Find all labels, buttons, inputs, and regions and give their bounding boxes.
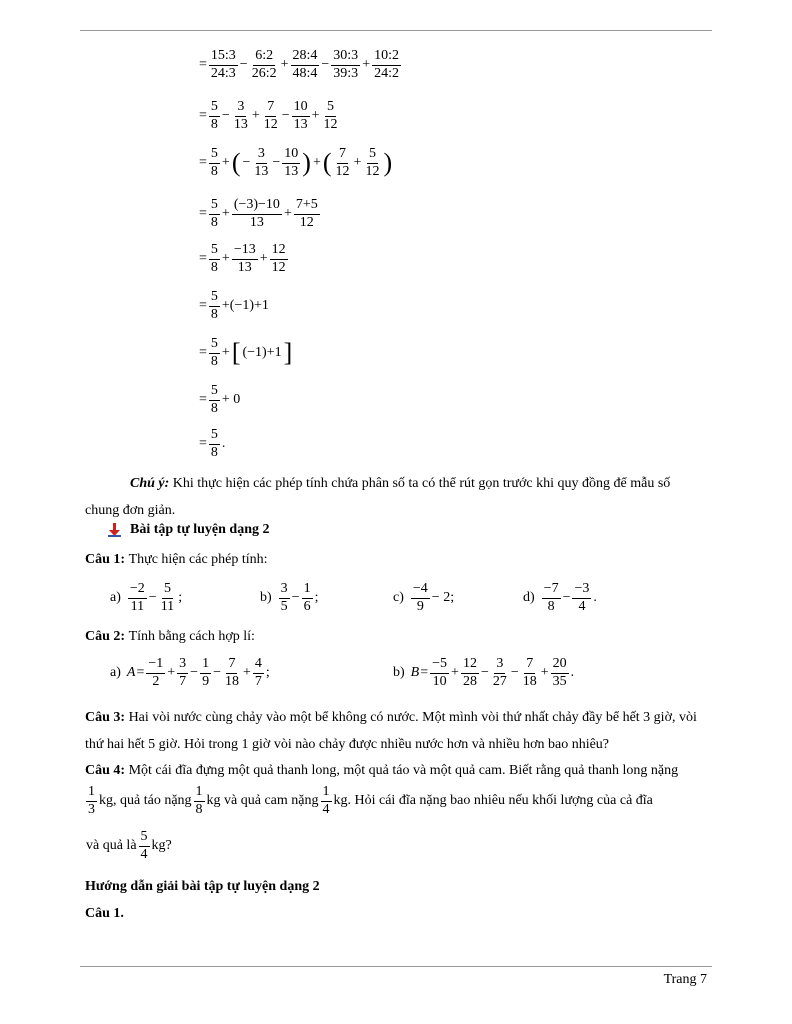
denominator: 6 (303, 598, 311, 614)
q3-text: Hai vòi nước cùng chảy vào một bể không có nước. Một mình vòi thứ nhất chảy đầy bể hết 3 giờ, vòi thứ hai hết 5 giờ. Hỏi trong 1 giờ vòi nào chảy được nhiều nước hơn và nhiều hơn bao nhiêu? (85, 710, 697, 752)
operator: − (221, 108, 230, 124)
numerator: 1 (200, 657, 211, 674)
part-label: a) (110, 590, 121, 606)
denominator: 8 (210, 116, 218, 132)
numerator: 5 (325, 100, 336, 117)
fraction (139, 830, 150, 862)
step-line (198, 290, 270, 322)
step-line (198, 100, 341, 132)
equals-sign: = (199, 206, 207, 222)
fraction (209, 337, 220, 369)
q1-part-b (260, 582, 319, 614)
fraction (209, 147, 220, 179)
operator: + (167, 665, 176, 681)
step-line (198, 49, 402, 81)
bracket: ] (283, 338, 293, 368)
numerator: 1 (194, 785, 205, 802)
numerator: 1 (86, 785, 97, 802)
numerator: −2 (128, 582, 147, 599)
denominator: 8 (210, 306, 218, 322)
numerator: 10 (292, 100, 310, 117)
header-rule (80, 30, 712, 31)
denominator: 12 (365, 163, 380, 179)
operator: + 0 (221, 392, 241, 408)
operator: + (251, 108, 260, 124)
fraction (542, 582, 561, 614)
operator: − (562, 590, 571, 606)
arrow-down-icon (108, 523, 122, 537)
operator: ; (178, 590, 183, 606)
fraction (521, 657, 539, 689)
fraction (159, 582, 176, 614)
numerator: 5 (162, 582, 173, 599)
fraction (430, 657, 449, 689)
numerator: 5 (209, 100, 220, 117)
numerator: 3 (279, 582, 290, 599)
denominator: 24:2 (374, 65, 399, 81)
denominator: 4 (322, 801, 330, 817)
numerator: 7 (524, 657, 535, 674)
fraction (270, 243, 288, 275)
equals-sign: = (420, 665, 429, 681)
operator: +(−1)+1 (221, 298, 269, 314)
numerator: 5 (139, 830, 150, 847)
variable-name: B (410, 665, 420, 681)
part-label: d) (523, 590, 535, 606)
denominator: 7 (179, 673, 187, 689)
fraction (363, 147, 381, 179)
equals-sign: = (199, 251, 207, 267)
fraction (232, 198, 282, 230)
equals-sign: = (199, 392, 207, 408)
q1-part-c (393, 582, 455, 614)
operator: − (190, 665, 199, 681)
numerator: 5 (209, 243, 220, 260)
numerator: 28:4 (291, 49, 320, 66)
fraction (551, 657, 569, 689)
operator: − (272, 155, 281, 171)
fraction (209, 100, 220, 132)
operator: và quả là (86, 838, 137, 854)
operator: − (239, 57, 248, 73)
operator: kg. Hỏi cái đĩa nặng bao nhiêu nếu khối lượng của cả đĩa (333, 793, 653, 809)
fraction (209, 428, 220, 460)
operator: + (221, 251, 230, 267)
operator: − (148, 590, 157, 606)
denominator: 39:3 (333, 65, 359, 81)
equals-sign: = (199, 155, 207, 171)
fraction (302, 582, 313, 614)
denominator: 12 (271, 259, 286, 275)
bracket: [ (231, 338, 241, 368)
numerator: 5 (209, 428, 220, 445)
guide-title: Hướng dẫn giải bài tập tự luyện dạng 2 (85, 879, 320, 894)
denominator: 2 (152, 673, 160, 689)
denominator: 13 (254, 163, 269, 179)
numerator: 12 (270, 243, 288, 260)
note-paragraph (85, 470, 707, 524)
operator: − (291, 590, 300, 606)
guide-q1 (85, 906, 124, 922)
denominator: 5 (280, 598, 288, 614)
numerator: −5 (430, 657, 449, 674)
fraction (282, 147, 300, 179)
fraction (372, 49, 401, 81)
denominator: 8 (210, 353, 218, 369)
operator: − (510, 665, 519, 681)
operator: + (362, 57, 371, 73)
numerator: 10:2 (372, 49, 401, 66)
numerator: 1 (321, 785, 332, 802)
q1-part-a (110, 582, 183, 614)
operator: − 2; (431, 590, 455, 606)
denominator: 8 (195, 801, 203, 817)
q4-text: Một cái đĩa đựng một quả thanh long, một quả táo và một quả cam. Biết rằng quả thanh long nặng (125, 763, 679, 778)
fraction (146, 657, 165, 689)
denominator: 13 (249, 214, 264, 230)
denominator: 8 (210, 259, 218, 275)
denominator: 8 (547, 598, 555, 614)
bracket: ( (231, 148, 241, 178)
q1-label: Câu 1: (85, 552, 126, 567)
denominator: 11 (130, 598, 145, 614)
operator: . (221, 436, 226, 452)
operator: − (281, 108, 290, 124)
numerator: 15:3 (209, 49, 238, 66)
operator: + (353, 155, 362, 171)
operator: − (213, 665, 221, 681)
numerator: 7 (337, 147, 348, 164)
fraction (209, 290, 220, 322)
fraction (411, 582, 430, 614)
denominator: 9 (416, 598, 424, 614)
denominator: 13 (284, 163, 299, 179)
footer-rule (80, 966, 712, 967)
guide-q1-label: Câu 1. (85, 906, 124, 921)
numerator: 3 (256, 147, 267, 164)
step-line (198, 198, 321, 230)
operator: + (242, 665, 251, 681)
fraction (253, 657, 264, 689)
denominator: 13 (237, 259, 252, 275)
q2-part-a (110, 657, 271, 689)
q2-heading (85, 629, 255, 645)
equals-sign: = (199, 436, 207, 452)
q1-heading (85, 552, 268, 568)
operator: kg? (151, 838, 172, 854)
denominator: 10 (432, 673, 447, 689)
denominator: 11 (160, 598, 175, 614)
part-label: a) (110, 665, 121, 681)
bracket: ) (383, 148, 393, 178)
denominator: 27 (492, 673, 507, 689)
operator: (−1)+1 (242, 345, 282, 361)
operator: + (221, 155, 230, 171)
equals-sign: = (199, 298, 207, 314)
denominator: 13 (293, 116, 308, 132)
fraction (209, 49, 238, 81)
equals-sign: = (199, 57, 207, 73)
fraction (331, 49, 360, 81)
operator: + (451, 665, 459, 681)
step-line (198, 337, 293, 369)
numerator: 3 (235, 100, 246, 117)
numerator: 3 (177, 657, 188, 674)
operator: + (283, 206, 292, 222)
fraction (177, 657, 188, 689)
denominator: 12 (323, 116, 338, 132)
numerator: 12 (461, 657, 479, 674)
fraction (86, 785, 97, 817)
numerator: 5 (209, 147, 220, 164)
numerator: 7+5 (294, 198, 320, 215)
operator: + (311, 108, 320, 124)
q1-part-d (523, 582, 598, 614)
operator: . (593, 590, 597, 606)
numerator: −3 (572, 582, 591, 599)
denominator: 48:4 (292, 65, 318, 81)
operator: + (221, 206, 230, 222)
denominator: 4 (578, 598, 586, 614)
denominator: 3 (88, 801, 95, 817)
numerator: (−3)−10 (232, 198, 282, 215)
fraction (491, 657, 509, 689)
denominator: 28 (462, 673, 477, 689)
fraction (128, 582, 147, 614)
operator: kg, quả táo nặng (99, 793, 192, 809)
q2-part-b (393, 657, 575, 689)
fraction (461, 657, 479, 689)
guide-heading (85, 879, 320, 895)
fraction (250, 49, 279, 81)
step-line (198, 243, 289, 275)
q4-line-2 (85, 785, 654, 817)
operator: + (259, 251, 268, 267)
numerator: −13 (232, 243, 258, 260)
fraction (322, 100, 340, 132)
denominator: 7 (254, 673, 262, 689)
q2-text: Tính bằng cách hợp lí: (128, 629, 255, 644)
fraction (223, 657, 241, 689)
part-label: b) (393, 665, 405, 681)
page-number: Trang 7 (663, 972, 707, 987)
denominator: 12 (263, 116, 278, 132)
operator: + (540, 665, 549, 681)
denominator: 9 (202, 673, 210, 689)
fraction (209, 243, 220, 275)
numerator: 4 (253, 657, 264, 674)
part-label: b) (260, 590, 272, 606)
fraction (294, 198, 320, 230)
operator: − (480, 665, 489, 681)
operator: ; (265, 665, 270, 681)
denominator: 35 (552, 673, 567, 689)
step-line (198, 428, 226, 460)
denominator: 12 (299, 214, 314, 230)
numerator: 7 (265, 100, 276, 117)
numerator: 6:2 (253, 49, 275, 66)
section-title: Bài tập tự luyện dạng 2 (130, 522, 270, 537)
section-heading (108, 522, 270, 538)
numerator: 20 (551, 657, 569, 674)
fraction (279, 582, 290, 614)
equals-sign: = (199, 345, 207, 361)
operator: + (221, 345, 230, 361)
denominator: 8 (210, 444, 218, 460)
fraction (291, 49, 320, 81)
numerator: −1 (146, 657, 165, 674)
denominator: 13 (233, 116, 248, 132)
fraction (292, 100, 310, 132)
step-line (198, 384, 241, 416)
numerator: 7 (226, 657, 237, 674)
q1-text: Thực hiện các phép tính: (128, 552, 268, 567)
denominator: 4 (140, 846, 148, 862)
fraction (200, 657, 211, 689)
q4-label: Câu 4: (85, 763, 126, 778)
fraction (209, 198, 220, 230)
numerator: 1 (302, 582, 313, 599)
operator: + (280, 57, 289, 73)
fraction (232, 100, 250, 132)
equals-sign: = (136, 665, 145, 681)
equals-sign: = (199, 108, 207, 124)
numerator: 5 (209, 198, 220, 215)
bracket: ) (302, 148, 311, 178)
numerator: 30:3 (331, 49, 360, 66)
numerator: −7 (542, 582, 561, 599)
numerator: 5 (209, 337, 220, 354)
variable-name: A (126, 665, 136, 681)
operator: + (312, 155, 321, 171)
numerator: 3 (494, 657, 505, 674)
numerator: 10 (282, 147, 300, 164)
denominator: 8 (210, 214, 218, 230)
denominator: 26:2 (251, 65, 277, 81)
fraction (194, 785, 205, 817)
denominator: 18 (224, 673, 239, 689)
q3-label: Câu 3: (85, 710, 126, 725)
operator: . (570, 665, 575, 681)
denominator: 24:3 (210, 65, 236, 81)
fraction (209, 384, 220, 416)
numerator: 5 (209, 384, 220, 401)
denominator: 8 (210, 163, 218, 179)
bracket: ( (322, 148, 332, 178)
fraction (232, 243, 258, 275)
fraction (262, 100, 280, 132)
numerator: 5 (209, 290, 220, 307)
operator: − (242, 155, 251, 171)
fraction (321, 785, 332, 817)
denominator: 18 (522, 673, 537, 689)
fraction (334, 147, 352, 179)
operator: − (321, 57, 330, 73)
q2-label: Câu 2: (85, 629, 126, 644)
part-label: c) (393, 590, 404, 606)
note-label: Chú ý: (130, 476, 170, 491)
q3-paragraph (85, 704, 707, 758)
operator: ; (314, 590, 319, 606)
fraction (572, 582, 591, 614)
step-line (198, 147, 393, 179)
operator: kg và quả cam nặng (206, 793, 319, 809)
numerator: −4 (411, 582, 430, 599)
q4-line-3 (85, 830, 173, 862)
note-text: Khi thực hiện các phép tính chứa phân số ta có thể rút gọn trước khi quy đồng để mẫu số chung đơn giản. (85, 476, 671, 518)
denominator: 8 (210, 400, 218, 416)
fraction (252, 147, 270, 179)
numerator: 5 (367, 147, 378, 164)
q4-paragraph (85, 757, 707, 784)
denominator: 12 (335, 163, 350, 179)
